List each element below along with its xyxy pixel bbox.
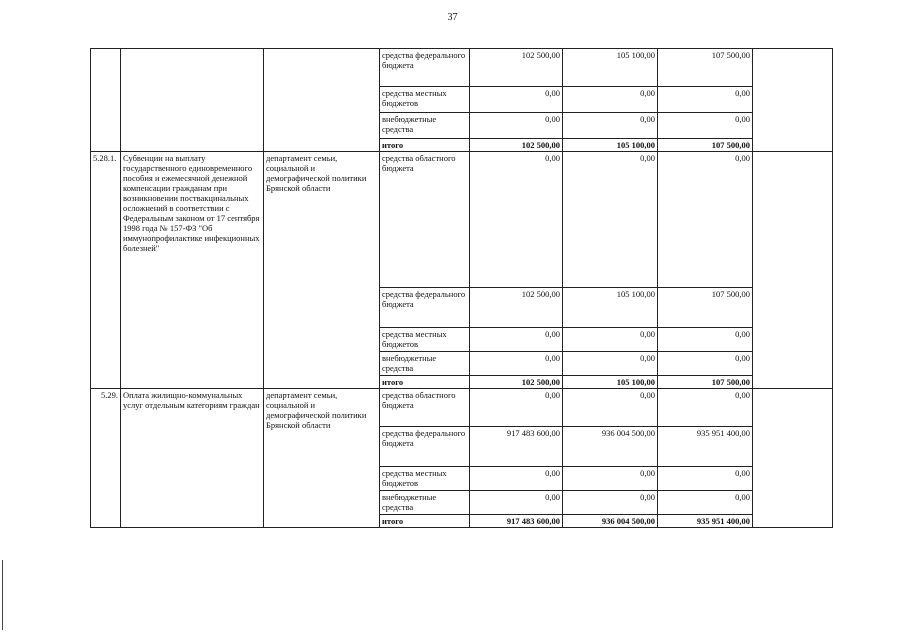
- year1-amount-cell: 0,00: [470, 87, 563, 113]
- year2-amount-cell: 0,00: [563, 491, 658, 515]
- year2-amount-cell: 0,00: [563, 352, 658, 376]
- funding-source-cell: внебюджетные средства: [380, 352, 470, 376]
- executor-cell: [264, 49, 380, 152]
- year1-amount-cell: 102 500,00: [470, 49, 563, 87]
- year2-amount-cell: 0,00: [563, 87, 658, 113]
- year1-amount-cell: 0,00: [470, 328, 563, 352]
- funding-source-cell: средства областного бюджета: [380, 152, 470, 288]
- funding-source-cell: средства федерального бюджета: [380, 49, 470, 87]
- year1-amount-cell: 0,00: [470, 113, 563, 139]
- year3-amount-cell: 935 951 400,00: [658, 427, 753, 467]
- year1-total-cell: 102 500,00: [470, 139, 563, 152]
- empty-cell: [753, 49, 833, 152]
- total-label-cell: итого: [380, 376, 470, 389]
- year3-amount-cell: 0,00: [658, 352, 753, 376]
- year1-amount-cell: 102 500,00: [470, 288, 563, 328]
- table-row: [91, 152, 833, 288]
- table-row: [91, 49, 833, 87]
- funding-source-cell: средства местных бюджетов: [380, 87, 470, 113]
- measure-title-cell: [121, 49, 264, 152]
- year2-amount-cell: 105 100,00: [563, 288, 658, 328]
- page-number: 37: [447, 12, 458, 23]
- measure-title-cell: Оплата жилищно-коммунальных услуг отдельным категориям граждан: [121, 389, 264, 528]
- year1-amount-cell: 0,00: [470, 352, 563, 376]
- year3-amount-cell: 0,00: [658, 87, 753, 113]
- funding-source-cell: средства местных бюджетов: [380, 467, 470, 491]
- year1-amount-cell: 0,00: [470, 152, 563, 288]
- year3-amount-cell: 0,00: [658, 152, 753, 288]
- executor-cell: департамент семьи, социальной и демографической политики Брянской области: [264, 152, 380, 389]
- funding-source-cell: внебюджетные средства: [380, 491, 470, 515]
- row-number-cell: 5.28.1.: [91, 152, 121, 389]
- year2-amount-cell: 0,00: [563, 389, 658, 427]
- year2-amount-cell: 105 100,00: [563, 49, 658, 87]
- year3-amount-cell: 0,00: [658, 113, 753, 139]
- funding-source-cell: средства федерального бюджета: [380, 427, 470, 467]
- year1-amount-cell: 917 483 600,00: [470, 427, 563, 467]
- year3-amount-cell: 0,00: [658, 389, 753, 427]
- year3-amount-cell: 0,00: [658, 328, 753, 352]
- scan-edge-mark: [2, 560, 3, 630]
- funding-source-cell: средства местных бюджетов: [380, 328, 470, 352]
- measure-title-cell: Субвенции на выплату государственного единовременного пособия и ежемесячной денежной компенсации гражданам при возникновении поствакцинальных осложнений в соответствии с Федеральным законом от 17 сентября 1998 года № 157-ФЗ "Об иммунопрофилактике инфекционных болезней": [121, 152, 264, 389]
- funding-source-cell: внебюджетные средства: [380, 113, 470, 139]
- year1-amount-cell: 0,00: [470, 467, 563, 491]
- row-number-cell: [91, 49, 121, 152]
- year2-total-cell: 105 100,00: [563, 139, 658, 152]
- funding-source-cell: средства федерального бюджета: [380, 288, 470, 328]
- row-number-cell: 5.29.: [91, 389, 121, 528]
- year3-total-cell: 107 500,00: [658, 376, 753, 389]
- empty-cell: [753, 389, 833, 528]
- total-label-cell: итого: [380, 515, 470, 528]
- budget-table: [90, 48, 833, 528]
- year1-total-cell: 102 500,00: [470, 376, 563, 389]
- total-label-cell: итого: [380, 139, 470, 152]
- empty-cell: [753, 152, 833, 389]
- year2-total-cell: 105 100,00: [563, 376, 658, 389]
- year3-amount-cell: 0,00: [658, 467, 753, 491]
- year3-amount-cell: 0,00: [658, 491, 753, 515]
- year1-amount-cell: 0,00: [470, 491, 563, 515]
- year1-total-cell: 917 483 600,00: [470, 515, 563, 528]
- table-row: [91, 389, 833, 427]
- funding-source-cell: средства областного бюджета: [380, 389, 470, 427]
- year2-amount-cell: 0,00: [563, 467, 658, 491]
- year2-amount-cell: 0,00: [563, 328, 658, 352]
- year3-amount-cell: 107 500,00: [658, 49, 753, 87]
- year2-total-cell: 936 004 500,00: [563, 515, 658, 528]
- year1-amount-cell: 0,00: [470, 389, 563, 427]
- year2-amount-cell: 0,00: [563, 152, 658, 288]
- year3-amount-cell: 107 500,00: [658, 288, 753, 328]
- executor-cell: департамент семьи, социальной и демографической политики Брянской области: [264, 389, 380, 528]
- year3-total-cell: 935 951 400,00: [658, 515, 753, 528]
- year3-total-cell: 107 500,00: [658, 139, 753, 152]
- year2-amount-cell: 936 004 500,00: [563, 427, 658, 467]
- year2-amount-cell: 0,00: [563, 113, 658, 139]
